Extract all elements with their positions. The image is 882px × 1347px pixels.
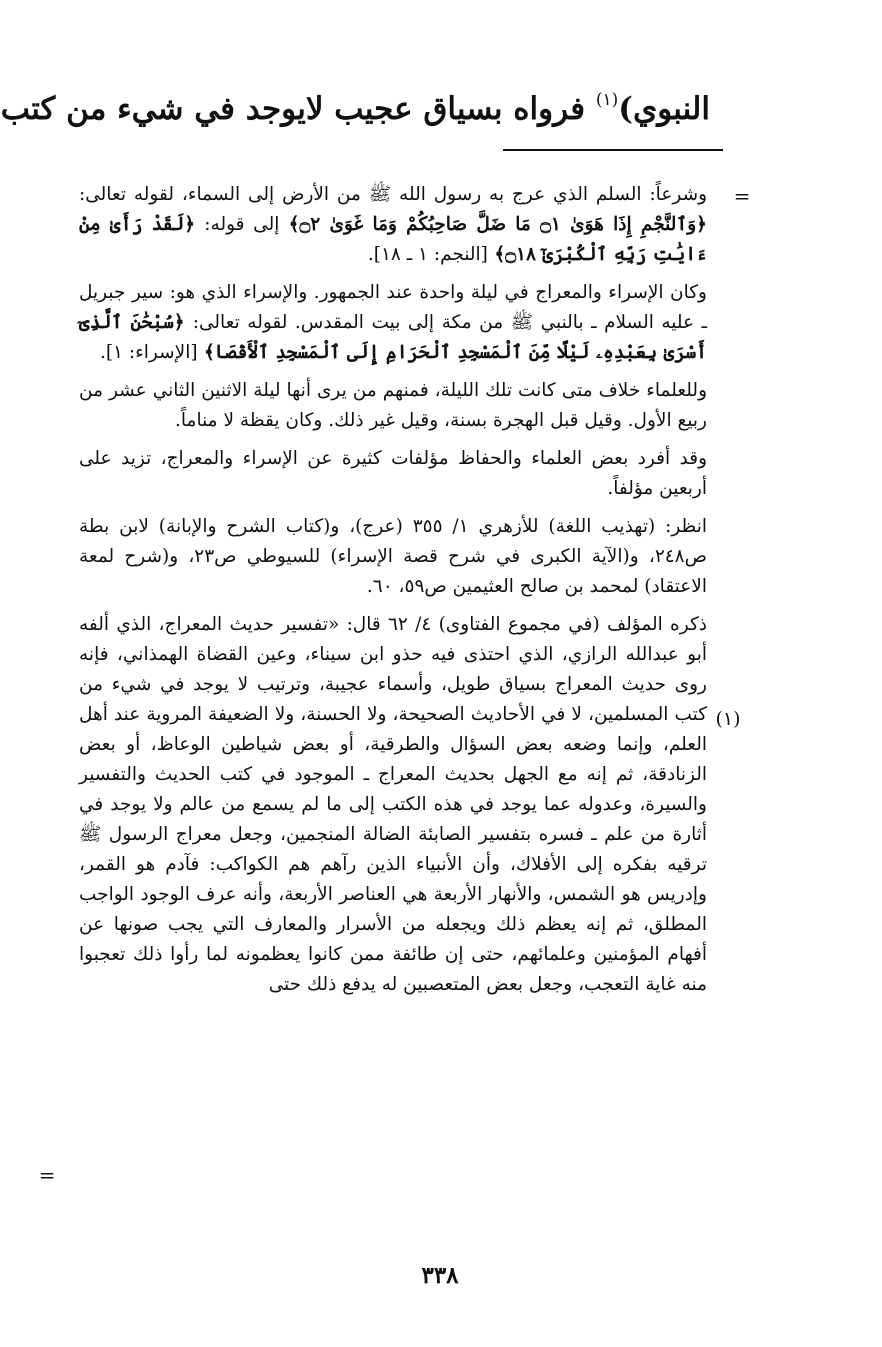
main-text-before-ref: النبوي): [618, 91, 710, 127]
main-text-after-ref: فرواه بسياق عجيب لايوجد في شيء من كتب: [0, 91, 596, 127]
continuation-marker-top: =: [733, 184, 751, 208]
verse-reference: [النجم: ١ ـ ١٨].: [367, 244, 488, 265]
footnote-paragraph-definition: [79, 180, 707, 270]
continuation-marker-bottom: =: [38, 1163, 56, 1187]
footnote-reference: (١): [595, 90, 619, 110]
verse-reference: [الإسراء: ١].: [99, 342, 198, 363]
footnote-separator: [503, 149, 723, 151]
main-text-line: [0, 78, 710, 131]
quran-verse: ﴿لَقَدْ رَأَىٰ مِنْ ءَايَٰتِ رَبِّهِ ٱلْكُبْرَىٰٓ ۝١٨﴾: [79, 214, 707, 265]
page-number: ٣٣٨: [421, 1262, 459, 1289]
footnote-paragraph-references: انظر: (تهذيب اللغة) للأزهري ١/ ٣٥٥ (عرج)، و(كتاب الشرح والإبانة) لابن بطة ص٢٤٨، و(الآية الكبرى في شرح قصة الإسراء) للسيوطي ص٢٣، و(شرح لمعة الاعتقاد) لمحمد بن صالح العثيمين ص٥٩، ٦٠.: [79, 516, 707, 597]
footnote-text: وشرعاً: السلم الذي عرج به رسول الله ﷺ من الأرض إلى السماء، لقوله تعالى:: [79, 184, 707, 205]
footnote-text: إلى قوله:: [204, 214, 280, 235]
footnote-text: وكان الإسراء والمعراج في ليلة واحدة عند الجمهور. والإسراء الذي هو: سير جبريل ـ عليه السلام ـ بالنبي ﷺ من مكة إلى بيت المقدس. لقوله تعالى:: [79, 282, 707, 333]
quran-verse: ﴿سُبْحَٰنَ ٱلَّذِىٓ أَسْرَىٰ بِعَبْدِهِۦ لَيْلًا مِّنَ ٱلْمَسْجِدِ ٱلْحَرَامِ إِلَى ٱلْمَسْجِدِ ٱلْأَقْصَا﴾: [79, 312, 707, 363]
footnote-1-text: ذكره المؤلف (في مجموع الفتاوى) ٤/ ٦٢ قال: «تفسير حديث المعراج، الذي ألفه أبو عبدالله الرازي، الذي احتذى فيه حذو ابن سيناء، وعين القضاة الهمذاني، فإنه روى حديث المعراج بسياق طويل، وأسماء عجيبة، وترتيب لا يوجد في شيء من كتب المسلمين، لا في الأحاديث الصحيحة، ولا الحسنة، ولا الضعيفة المروية عند أهل العلم، وإنما وضعه بعض السؤال والطرقية، أو بعض شياطين الوعاظ، أو بعض الزنادقة، ثم إنه مع الجهل بحديث المعراج ـ الموجود في كتب الحديث والتفسير والسيرة، وعدوله عما يوجد في هذه الكتب إلى ما لم يسمع من عالم ولا يوجد في أثارة من علم ـ فسره بتفسير الصابئة الضالة المنجمين، وجعل معراج الرسول ﷺ ترقيه بفكره إلى الأفلاك، وأن الأنبياء الذين رآهم هم الكواكب: فآدم هو القمر، وإدريس هو الشمس، والأنهار الأربعة هي العناصر الأربعة، وأنه عرف الوجود الواجب المطلق، ثم إنه يعظم ذلك ويجعله من الأسرار والمعارف التي يجب صونها عن أفهام المؤمنين وعلمائهم، حتى إن طائفة ممن كانوا يعظمونه لما رأوا ذلك تعجبوا منه غاية التعجب، وجعل بعض المتعصبين له يدفع ذلك حتى: [79, 614, 707, 995]
quran-verse: ﴿وَٱلنَّجْمِ إِذَا هَوَىٰ ۝١ مَا ضَلَّ صَاحِبُكُمْ وَمَا غَوَىٰ ۝٢﴾: [279, 214, 707, 235]
footnote-paragraph-dispute: وللعلماء خلاف متى كانت تلك الليلة، فمنهم من يرى أنها ليلة الاثنين الثاني عشر من ربيع الأول. وقيل قبل الهجرة بسنة، وقيل غير ذلك. وكان يقظة لا مناماً.: [79, 380, 707, 431]
footnote-paragraph-isra: [79, 278, 707, 368]
footnote-paragraph-works: وقد أفرد بعض العلماء والحفاظ مؤلفات كثيرة عن الإسراء والمعراج، تزيد على أربعين مؤلفاً.: [79, 448, 707, 499]
footnotes-section: [79, 180, 707, 1000]
footnote-number: (١): [715, 708, 741, 730]
